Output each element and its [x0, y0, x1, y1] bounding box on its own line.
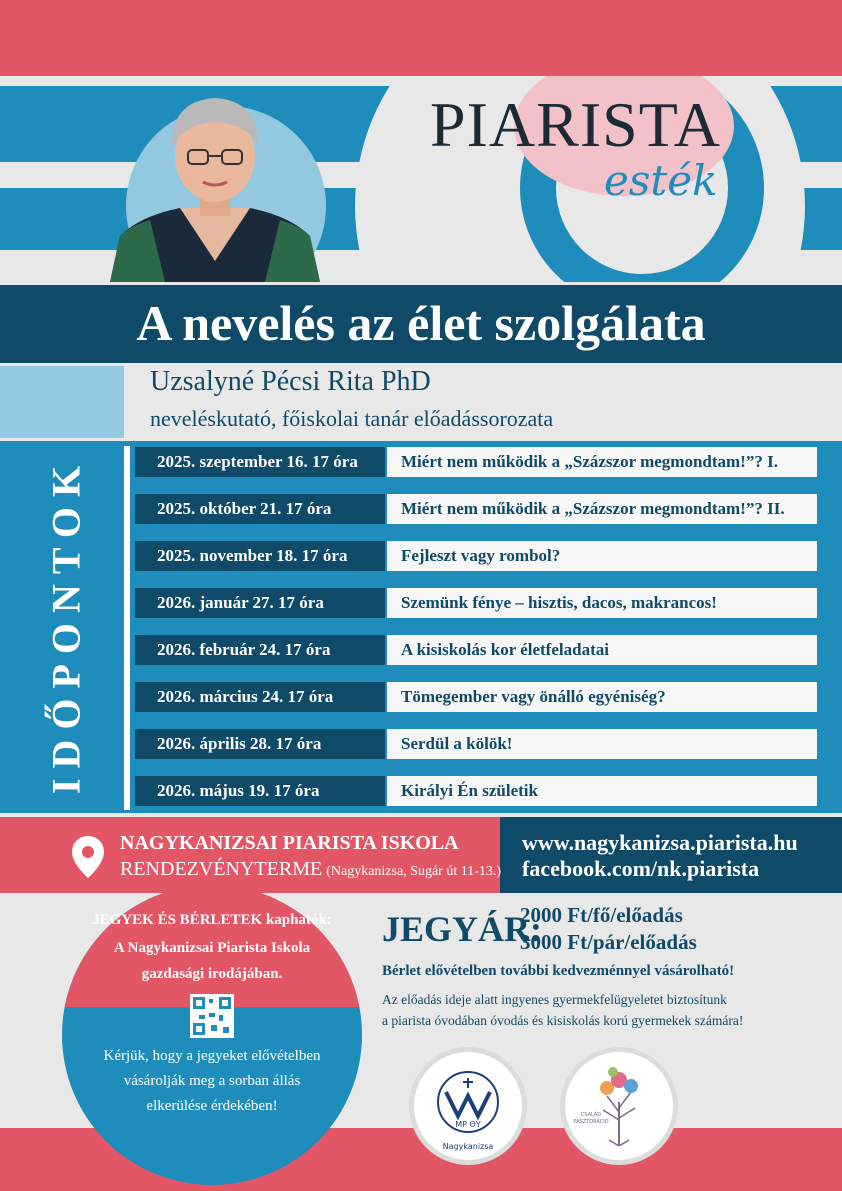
price-label: JEGYÁR:: [382, 909, 542, 949]
speaker-accent: [0, 366, 124, 438]
tickets-note-3: elkerülése érdekében!: [146, 1098, 278, 1114]
schedule-topic: Királyi Én születik: [387, 776, 817, 806]
facebook-link[interactable]: facebook.com/nk.piarista: [522, 856, 760, 881]
venue-room: [120, 858, 501, 881]
schedule-date: 2025. október 21. 17 óra: [135, 494, 385, 524]
tree-icon: [595, 1062, 643, 1146]
schedule-date: 2025. szeptember 16. 17 óra: [135, 447, 385, 477]
schedule-date: 2026. január 27. 17 óra: [135, 588, 385, 618]
family-logo-caption: CSALÁD PASZTORÁCIÓ: [573, 1112, 609, 1125]
schedule-topic: Serdül a kölök!: [387, 729, 817, 759]
price-per-person: 2000 Ft/fő/előadás: [520, 903, 683, 927]
tickets-note-2: vásárolják meg a sorban állás: [123, 1073, 301, 1089]
top-band: [0, 0, 842, 76]
header-area: [0, 76, 842, 282]
schedule-date: 2026. április 28. 17 óra: [135, 729, 385, 759]
headline: A nevelés az élet szolgálata: [136, 295, 706, 351]
venue-address: (Nagykanizsa, Sugár út 11-13.): [326, 864, 502, 879]
schedule-date: 2026. március 24. 17 óra: [135, 682, 385, 712]
schedule-topic: Miért nem működik a „Százszor megmondtam!”? I.: [387, 447, 817, 477]
school-logo: [414, 1052, 522, 1160]
schedule-date: 2026. február 24. 17 óra: [135, 635, 385, 665]
childcare-note-1: Az előadás ideje alatt ingyenes gyermekfelügyeletet biztosítunk: [382, 992, 727, 1007]
schedule-topic: Tömegember vagy önálló egyéniség?: [387, 682, 817, 712]
tickets-place-1: A Nagykanizsai Piarista Iskola: [113, 940, 311, 956]
tickets-place-2: gazdasági irodájában.: [141, 966, 283, 982]
schedule-date: 2026. május 19. 17 óra: [135, 776, 385, 806]
schedule-topic: A kisiskolás kor életfeladatai: [387, 635, 817, 665]
school-logo-caption: Nagykanizsa: [442, 1142, 494, 1151]
tickets-note-1: Kérjük, hogy a jegyeket elővételben: [103, 1048, 321, 1064]
tickets-heading: JEGYEK ÉS BÉRLETEK kaphatók:: [92, 912, 332, 928]
childcare-note-2: a piarista óvodában óvodás és kisiskolás korú gyermekek számára!: [382, 1013, 744, 1028]
speaker-name: Uzsalyné Pécsi Rita PhD: [150, 366, 431, 397]
qr-code-icon: [190, 994, 234, 1038]
schedule-topic: Szemünk fénye – hisztis, dacos, makrancos!: [387, 588, 817, 618]
schedule-label-text: IDŐPONTOK: [43, 455, 89, 795]
brand-subtitle: esték: [604, 156, 718, 205]
price-per-couple: 3000 Ft/pár/előadás: [520, 930, 697, 954]
schedule-date: 2025. november 18. 17 óra: [135, 541, 385, 571]
school-logo-mark: MP ΘY: [455, 1120, 481, 1129]
pass-note: Bérlet elővételben további kedvezménnyel vásárolható!: [382, 963, 735, 979]
schedule-topic: Fejleszt vagy rombol?: [387, 541, 817, 571]
brand-title: PIARISTA: [430, 89, 721, 160]
speaker-role: neveléskutató, főiskolai tanár előadássorozata: [150, 406, 554, 431]
venue-name: NAGYKANIZSAI PIARISTA ISKOLA: [120, 832, 459, 854]
location-pin-icon: [72, 836, 104, 878]
family-pastoral-logo: [565, 1052, 673, 1160]
schedule-topic: Miért nem működik a „Százszor megmondtam!”? II.: [387, 494, 817, 524]
speaker-portrait: [110, 86, 320, 282]
venue-room-label: RENDEZVÉNYTERME: [120, 858, 323, 880]
website-link[interactable]: www.nagykanizsa.piarista.hu: [522, 830, 798, 855]
schedule-divider: [124, 446, 130, 810]
